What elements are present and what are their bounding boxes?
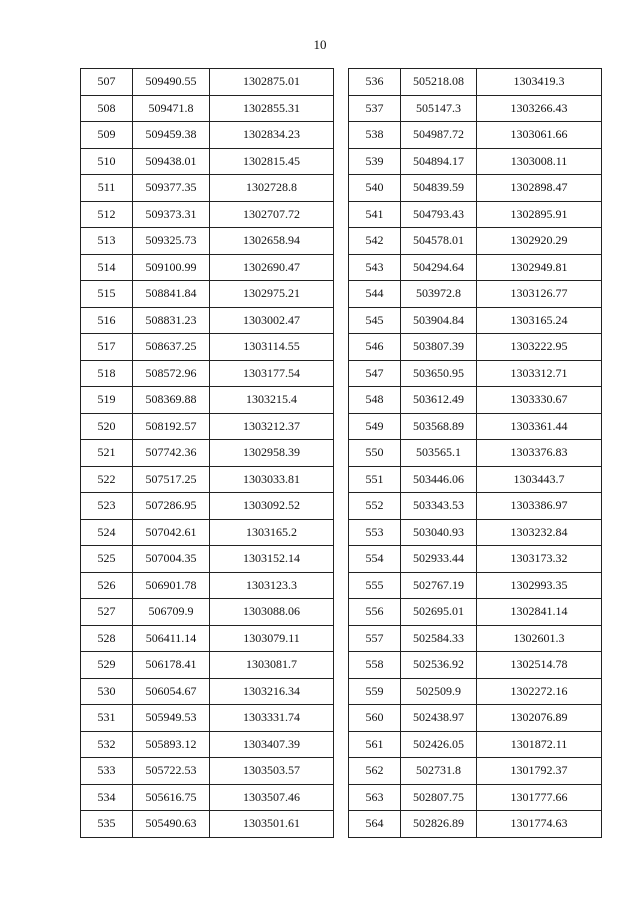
y-coordinate-cell: 1303232.84 [477, 519, 602, 546]
table-row [81, 413, 334, 440]
x-coordinate-cell: 509438.01 [133, 148, 210, 175]
table-row [81, 334, 334, 361]
point-number-cell: 549 [349, 413, 401, 440]
x-coordinate-cell: 505218.08 [401, 69, 477, 96]
table-row [349, 652, 602, 679]
point-number-cell: 523 [81, 493, 133, 520]
x-coordinate-cell: 503612.49 [401, 387, 477, 414]
point-number-cell: 522 [81, 466, 133, 493]
y-coordinate-cell: 1301792.37 [477, 758, 602, 785]
point-number-cell: 533 [81, 758, 133, 785]
y-coordinate-cell: 1303165.24 [477, 307, 602, 334]
point-number-cell: 546 [349, 334, 401, 361]
point-number-cell: 510 [81, 148, 133, 175]
point-number-cell: 551 [349, 466, 401, 493]
y-coordinate-cell: 1302658.94 [210, 228, 334, 255]
table-row [81, 175, 334, 202]
table-row [81, 546, 334, 573]
y-coordinate-cell: 1303443.7 [477, 466, 602, 493]
x-coordinate-cell: 505490.63 [133, 811, 210, 838]
point-number-cell: 508 [81, 95, 133, 122]
x-coordinate-cell: 506178.41 [133, 652, 210, 679]
x-coordinate-cell: 508369.88 [133, 387, 210, 414]
table-row [81, 201, 334, 228]
table-row [349, 95, 602, 122]
y-coordinate-cell: 1303152.14 [210, 546, 334, 573]
x-coordinate-cell: 507517.25 [133, 466, 210, 493]
point-number-cell: 558 [349, 652, 401, 679]
table-row [349, 334, 602, 361]
point-number-cell: 516 [81, 307, 133, 334]
x-coordinate-cell: 509459.38 [133, 122, 210, 149]
y-coordinate-cell: 1303081.7 [210, 652, 334, 679]
point-number-cell: 555 [349, 572, 401, 599]
x-coordinate-cell: 502584.33 [401, 625, 477, 652]
x-coordinate-cell: 505722.53 [133, 758, 210, 785]
y-coordinate-cell: 1303266.43 [477, 95, 602, 122]
point-number-cell: 520 [81, 413, 133, 440]
y-coordinate-cell: 1302707.72 [210, 201, 334, 228]
x-coordinate-cell: 509471.8 [133, 95, 210, 122]
table-row [349, 811, 602, 838]
page-number: 10 [313, 37, 327, 52]
table-row [81, 360, 334, 387]
x-coordinate-cell: 504294.64 [401, 254, 477, 281]
table-row [349, 148, 602, 175]
point-number-cell: 560 [349, 705, 401, 732]
x-coordinate-cell: 503904.84 [401, 307, 477, 334]
y-coordinate-cell: 1303126.77 [477, 281, 602, 308]
table-row [81, 440, 334, 467]
point-number-cell: 557 [349, 625, 401, 652]
x-coordinate-cell: 509490.55 [133, 69, 210, 96]
point-number-cell: 550 [349, 440, 401, 467]
point-number-cell: 529 [81, 652, 133, 679]
x-coordinate-cell: 507286.95 [133, 493, 210, 520]
x-coordinate-cell: 508637.25 [133, 334, 210, 361]
point-number-cell: 552 [349, 493, 401, 520]
table-row [349, 705, 602, 732]
table-row [349, 201, 602, 228]
x-coordinate-cell: 505147.3 [401, 95, 477, 122]
x-coordinate-cell: 503568.89 [401, 413, 477, 440]
point-number-cell: 545 [349, 307, 401, 334]
point-number-cell: 509 [81, 122, 133, 149]
point-number-cell: 517 [81, 334, 133, 361]
y-coordinate-cell: 1303507.46 [210, 784, 334, 811]
point-number-cell: 515 [81, 281, 133, 308]
y-coordinate-cell: 1303114.55 [210, 334, 334, 361]
point-number-cell: 519 [81, 387, 133, 414]
x-coordinate-cell: 502509.9 [401, 678, 477, 705]
y-coordinate-cell: 1302993.35 [477, 572, 602, 599]
y-coordinate-cell: 1303165.2 [210, 519, 334, 546]
point-number-cell: 542 [349, 228, 401, 255]
point-number-cell: 535 [81, 811, 133, 838]
table-row [81, 784, 334, 811]
x-coordinate-cell: 502536.92 [401, 652, 477, 679]
x-coordinate-cell: 505893.12 [133, 731, 210, 758]
point-number-cell: 564 [349, 811, 401, 838]
point-number-cell: 540 [349, 175, 401, 202]
y-coordinate-cell: 1303215.4 [210, 387, 334, 414]
y-coordinate-cell: 1302975.21 [210, 281, 334, 308]
x-coordinate-cell: 506709.9 [133, 599, 210, 626]
y-coordinate-cell: 1303331.74 [210, 705, 334, 732]
y-coordinate-cell: 1303386.97 [477, 493, 602, 520]
y-coordinate-cell: 1303419.3 [477, 69, 602, 96]
x-coordinate-cell: 508841.84 [133, 281, 210, 308]
point-number-cell: 562 [349, 758, 401, 785]
table-row [349, 228, 602, 255]
y-coordinate-cell: 1303061.66 [477, 122, 602, 149]
y-coordinate-cell: 1302076.89 [477, 705, 602, 732]
y-coordinate-cell: 1302875.01 [210, 69, 334, 96]
y-coordinate-cell: 1303033.81 [210, 466, 334, 493]
y-coordinate-cell: 1301777.66 [477, 784, 602, 811]
point-number-cell: 530 [81, 678, 133, 705]
table-row [349, 731, 602, 758]
x-coordinate-cell: 503807.39 [401, 334, 477, 361]
table-row [81, 281, 334, 308]
y-coordinate-cell: 1303330.67 [477, 387, 602, 414]
y-coordinate-cell: 1302690.47 [210, 254, 334, 281]
point-number-cell: 534 [81, 784, 133, 811]
table-row [81, 95, 334, 122]
y-coordinate-cell: 1302272.16 [477, 678, 602, 705]
x-coordinate-cell: 502426.05 [401, 731, 477, 758]
point-number-cell: 521 [81, 440, 133, 467]
table-row [81, 599, 334, 626]
y-coordinate-cell: 1302898.47 [477, 175, 602, 202]
y-coordinate-cell: 1303088.06 [210, 599, 334, 626]
point-number-cell: 525 [81, 546, 133, 573]
point-number-cell: 539 [349, 148, 401, 175]
x-coordinate-cell: 504578.01 [401, 228, 477, 255]
x-coordinate-cell: 502438.97 [401, 705, 477, 732]
y-coordinate-cell: 1302815.45 [210, 148, 334, 175]
table-row [81, 652, 334, 679]
y-coordinate-cell: 1302895.91 [477, 201, 602, 228]
y-coordinate-cell: 1301872.11 [477, 731, 602, 758]
x-coordinate-cell: 509377.35 [133, 175, 210, 202]
x-coordinate-cell: 505616.75 [133, 784, 210, 811]
x-coordinate-cell: 503446.06 [401, 466, 477, 493]
table-row [81, 705, 334, 732]
point-number-cell: 544 [349, 281, 401, 308]
y-coordinate-cell: 1303173.32 [477, 546, 602, 573]
point-number-cell: 531 [81, 705, 133, 732]
table-row [81, 572, 334, 599]
y-coordinate-cell: 1302841.14 [477, 599, 602, 626]
x-coordinate-cell: 509100.99 [133, 254, 210, 281]
point-number-cell: 512 [81, 201, 133, 228]
table-row [349, 175, 602, 202]
table-row [81, 148, 334, 175]
point-number-cell: 538 [349, 122, 401, 149]
x-coordinate-cell: 502767.19 [401, 572, 477, 599]
point-number-cell: 514 [81, 254, 133, 281]
point-number-cell: 532 [81, 731, 133, 758]
table-row [349, 625, 602, 652]
x-coordinate-cell: 508572.96 [133, 360, 210, 387]
x-coordinate-cell: 502933.44 [401, 546, 477, 573]
point-number-cell: 511 [81, 175, 133, 202]
y-coordinate-cell: 1303503.57 [210, 758, 334, 785]
table-row [81, 307, 334, 334]
table-row [81, 625, 334, 652]
y-coordinate-cell: 1303008.11 [477, 148, 602, 175]
point-number-cell: 524 [81, 519, 133, 546]
y-coordinate-cell: 1303216.34 [210, 678, 334, 705]
point-number-cell: 547 [349, 360, 401, 387]
x-coordinate-cell: 503565.1 [401, 440, 477, 467]
table-row [81, 678, 334, 705]
point-number-cell: 563 [349, 784, 401, 811]
table-row [81, 758, 334, 785]
y-coordinate-cell: 1303002.47 [210, 307, 334, 334]
x-coordinate-cell: 508831.23 [133, 307, 210, 334]
table-row [81, 254, 334, 281]
x-coordinate-cell: 503040.93 [401, 519, 477, 546]
table-row [349, 784, 602, 811]
y-coordinate-cell: 1303212.37 [210, 413, 334, 440]
coordinates-table-right [348, 68, 602, 838]
y-coordinate-cell: 1302958.39 [210, 440, 334, 467]
table-row [81, 466, 334, 493]
table-row [81, 519, 334, 546]
point-number-cell: 553 [349, 519, 401, 546]
x-coordinate-cell: 504793.43 [401, 201, 477, 228]
y-coordinate-cell: 1303177.54 [210, 360, 334, 387]
point-number-cell: 518 [81, 360, 133, 387]
x-coordinate-cell: 507042.61 [133, 519, 210, 546]
x-coordinate-cell: 506054.67 [133, 678, 210, 705]
y-coordinate-cell: 1303079.11 [210, 625, 334, 652]
table-row [81, 122, 334, 149]
y-coordinate-cell: 1303407.39 [210, 731, 334, 758]
point-number-cell: 556 [349, 599, 401, 626]
table-row [349, 758, 602, 785]
point-number-cell: 561 [349, 731, 401, 758]
table-row [349, 678, 602, 705]
point-number-cell: 537 [349, 95, 401, 122]
table-row [349, 413, 602, 440]
table-row [81, 731, 334, 758]
y-coordinate-cell: 1302601.3 [477, 625, 602, 652]
x-coordinate-cell: 509373.31 [133, 201, 210, 228]
table-row [349, 307, 602, 334]
table-row [349, 519, 602, 546]
point-number-cell: 541 [349, 201, 401, 228]
x-coordinate-cell: 502695.01 [401, 599, 477, 626]
x-coordinate-cell: 504987.72 [401, 122, 477, 149]
y-coordinate-cell: 1303092.52 [210, 493, 334, 520]
table-row [81, 69, 334, 96]
table-row [81, 493, 334, 520]
y-coordinate-cell: 1302855.31 [210, 95, 334, 122]
y-coordinate-cell: 1303222.95 [477, 334, 602, 361]
y-coordinate-cell: 1302514.78 [477, 652, 602, 679]
table-row [349, 572, 602, 599]
point-number-cell: 548 [349, 387, 401, 414]
x-coordinate-cell: 503972.8 [401, 281, 477, 308]
table-row [349, 254, 602, 281]
x-coordinate-cell: 509325.73 [133, 228, 210, 255]
y-coordinate-cell: 1302834.23 [210, 122, 334, 149]
x-coordinate-cell: 508192.57 [133, 413, 210, 440]
x-coordinate-cell: 506901.78 [133, 572, 210, 599]
x-coordinate-cell: 503650.95 [401, 360, 477, 387]
table-row [349, 69, 602, 96]
table-row [349, 493, 602, 520]
x-coordinate-cell: 506411.14 [133, 625, 210, 652]
x-coordinate-cell: 507004.35 [133, 546, 210, 573]
point-number-cell: 559 [349, 678, 401, 705]
table-row [349, 546, 602, 573]
table-row [349, 122, 602, 149]
table-row [81, 811, 334, 838]
point-number-cell: 528 [81, 625, 133, 652]
y-coordinate-cell: 1303312.71 [477, 360, 602, 387]
table-row [349, 599, 602, 626]
y-coordinate-cell: 1303376.83 [477, 440, 602, 467]
point-number-cell: 513 [81, 228, 133, 255]
point-number-cell: 527 [81, 599, 133, 626]
table-row [349, 360, 602, 387]
y-coordinate-cell: 1301774.63 [477, 811, 602, 838]
coordinates-table-left [80, 68, 334, 838]
y-coordinate-cell: 1302949.81 [477, 254, 602, 281]
table-row [81, 387, 334, 414]
point-number-cell: 526 [81, 572, 133, 599]
table-row [81, 228, 334, 255]
point-number-cell: 543 [349, 254, 401, 281]
y-coordinate-cell: 1302728.8 [210, 175, 334, 202]
x-coordinate-cell: 507742.36 [133, 440, 210, 467]
point-number-cell: 554 [349, 546, 401, 573]
x-coordinate-cell: 504839.59 [401, 175, 477, 202]
y-coordinate-cell: 1303123.3 [210, 572, 334, 599]
y-coordinate-cell: 1302920.29 [477, 228, 602, 255]
x-coordinate-cell: 502807.75 [401, 784, 477, 811]
point-number-cell: 536 [349, 69, 401, 96]
x-coordinate-cell: 502826.89 [401, 811, 477, 838]
x-coordinate-cell: 503343.53 [401, 493, 477, 520]
table-row [349, 466, 602, 493]
table-row [349, 281, 602, 308]
table-row [349, 387, 602, 414]
y-coordinate-cell: 1303501.61 [210, 811, 334, 838]
x-coordinate-cell: 504894.17 [401, 148, 477, 175]
point-number-cell: 507 [81, 69, 133, 96]
y-coordinate-cell: 1303361.44 [477, 413, 602, 440]
table-row [349, 440, 602, 467]
x-coordinate-cell: 502731.8 [401, 758, 477, 785]
x-coordinate-cell: 505949.53 [133, 705, 210, 732]
